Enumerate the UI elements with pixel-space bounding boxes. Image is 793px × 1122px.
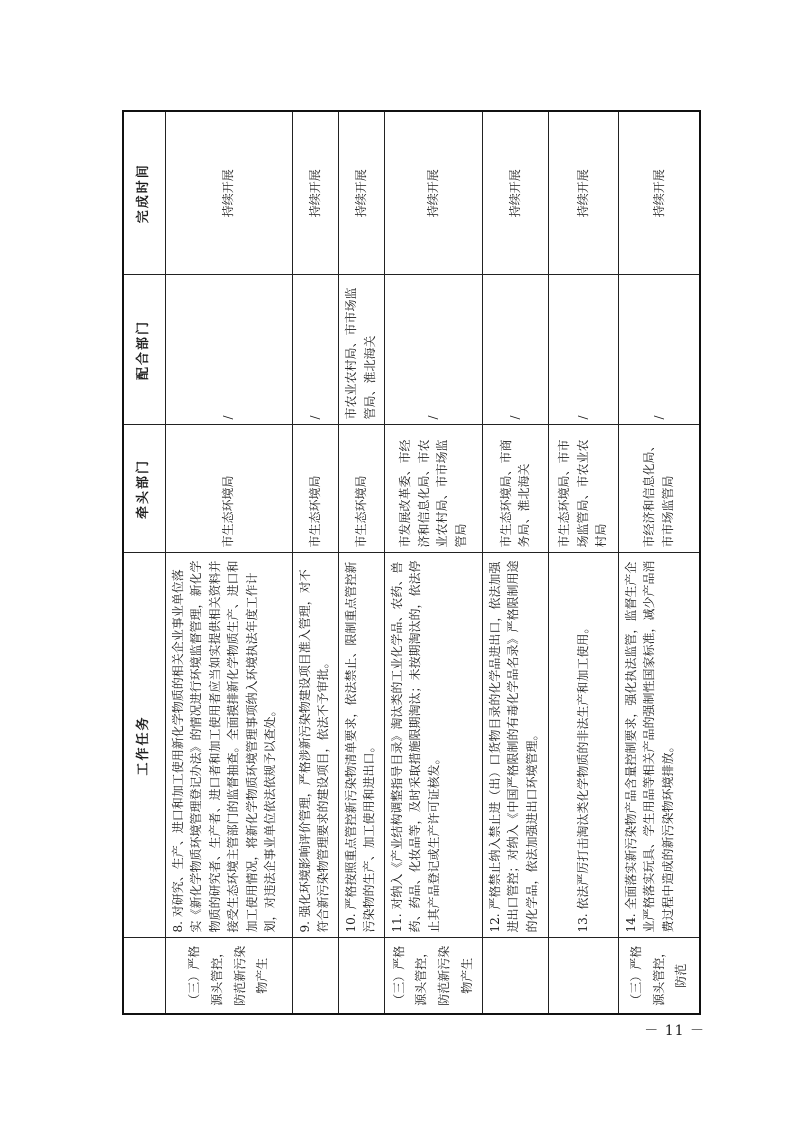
category-cell-empty [338,938,384,1014]
task-cell: 14. 全面落实新污染物产品含量控制要求，强化执法监管，监督生产企业严格落实玩具、学生用品等相关产品的强制性国家标准，减少产品消费过程中造成的新污染物环境排放。 [618,553,700,938]
header-task: 工作任务 [123,553,165,938]
header-time: 完成时间 [123,111,165,275]
coop-cell: / [618,275,700,425]
lead-cell: 市生态环境局 [292,425,338,553]
category-cell-empty [292,938,338,1014]
lead-cell: 市生态环境局、市商务局、淮北海关 [482,425,548,553]
task-cell: 13. 依法严厉打击淘汰类化学物质的非法生产和加工使用。 [548,553,618,938]
table-row [618,111,700,1014]
time-cell: 持续开展 [292,111,338,275]
lead-cell: 市生态环境局 [338,425,384,553]
time-cell: 持续开展 [548,111,618,275]
task-cell: 10. 严格按照重点管控新污染物清单要求，依法禁止、限制重点管控新污染物的生产、加工使用和进出口。 [338,553,384,938]
task-cell: 9. 强化环境影响评价管理，严格涉新污染物建设项目准入管理，对不符合新污染物管理要求的建设项目，依法不予审批。 [292,553,338,938]
time-cell: 持续开展 [482,111,548,275]
rotated-table-wrapper [122,112,689,1015]
lead-cell: 市经济和信息化局、市市场监管局 [618,425,700,553]
category-cell-empty [482,938,548,1014]
task-cell: 12. 严格禁止纳入禁止进（出）口货物目录的化学品进出口，依法加强进出口管控；对纳入《中国严格限制的有毒化学品名录》严格限制用途的化学品，依法加强进出口环境管理。 [482,553,548,938]
header-lead: 牵头部门 [123,425,165,553]
time-cell: 持续开展 [338,111,384,275]
table-row [482,111,548,1014]
page-number: － 11 － [644,1023,705,1039]
time-cell: 持续开展 [618,111,700,275]
category-cell: （三）严格源头管控，防范 [618,938,700,1014]
coop-cell: / [292,275,338,425]
lead-cell: 市生态环境局、市市场监管局、市农业农村局 [548,425,618,553]
category-cell: （三）严格源头管控，防范新污染物产生 [384,938,482,1014]
category-cell-empty [548,938,618,1014]
lead-cell: 市发展改革委、市经济和信息化局、市农业农村局、市市场监管局 [384,425,482,553]
coop-cell: 市农业农村局、市市场监管局、淮北海关 [338,275,384,425]
category-cell: （三）严格源头管控，防范新污染物产生 [165,938,292,1014]
coop-cell: / [165,275,292,425]
table-row [384,111,482,1014]
task-cell: 11. 对纳入《产业结构调整指导目录》淘汰类的工业化学品、农药、兽药、药品、化妆品等，及时采取措施限期淘汰；未按期淘汰的，依法停止其产品登记或生产许可证核发。 [384,553,482,938]
table-row [338,111,384,1014]
table-row [292,111,338,1014]
table-row [548,111,618,1014]
task-cell: 8. 对研究、生产、进口和加工使用新化学物质的相关企业事业单位落实《新化学物质环境管理登记办法》的情况进行环境监督管理，新化学物质的研究者、生产者、进口者和加工使用者应当如实提供相关资料并接受生态环境主管部门的监督抽查。全面摸排新化学物质生产、进口和加工使用情况，将新化学物质环境管理事项纳入环境执法年度工作计划，对违法企事业单位依法依规予以查处。 [165,553,292,938]
coop-cell: / [548,275,618,425]
lead-cell: 市生态环境局 [165,425,292,553]
table-header-row [123,111,165,1014]
coop-cell: / [384,275,482,425]
header-category [123,938,165,1014]
coop-cell: / [482,275,548,425]
time-cell: 持续开展 [384,111,482,275]
table-row [165,111,292,1014]
task-table [122,110,701,1015]
time-cell: 持续开展 [165,111,292,275]
header-coop: 配合部门 [123,275,165,425]
